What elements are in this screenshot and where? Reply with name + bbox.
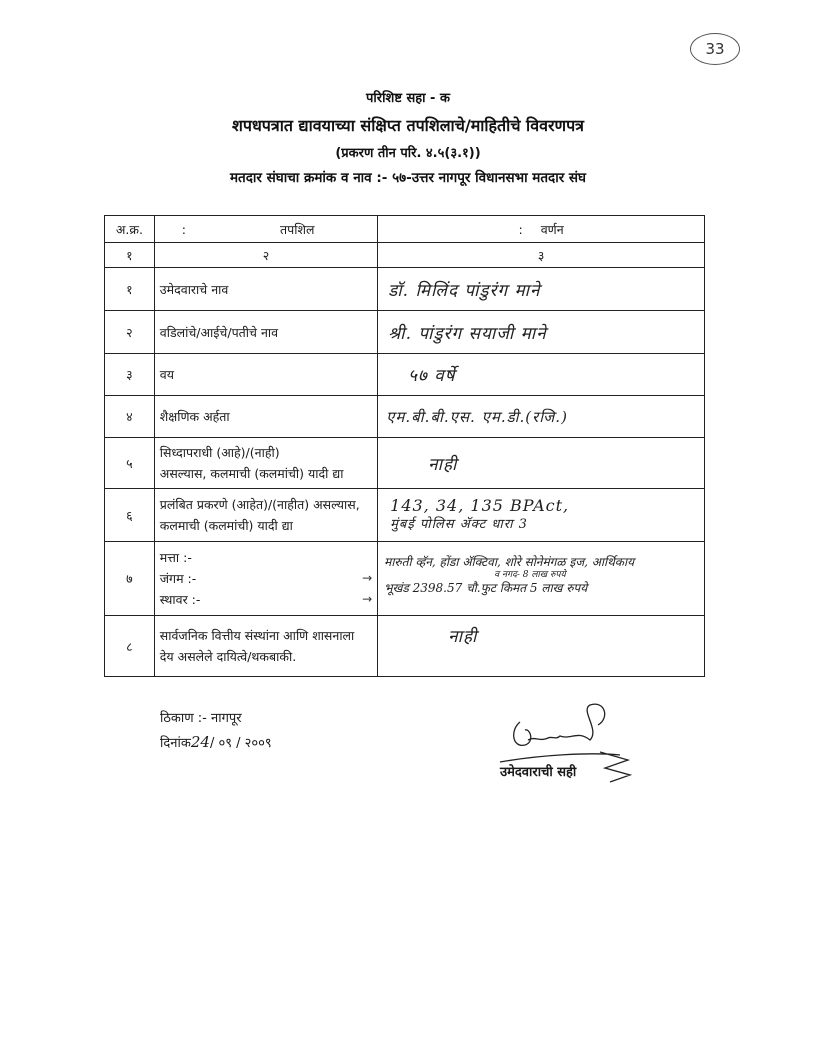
col-number-2: २ [154, 243, 377, 268]
table-row [105, 396, 705, 438]
row-sr: ६ [105, 489, 155, 542]
detail-line: जंगम :- → [160, 568, 372, 589]
row-detail [154, 489, 377, 542]
arrow-icon: → [362, 571, 373, 585]
table-row [105, 616, 705, 677]
detail-line: स्थावर :- → [160, 589, 372, 610]
header-colon-2: : [518, 221, 523, 237]
table-row [105, 542, 705, 616]
row-detail [154, 438, 377, 489]
date-day: 24 [190, 733, 210, 751]
row-detail: वय [154, 354, 377, 396]
detail-line: सिध्दापराधी (आहे)/(नाही) [159, 445, 280, 460]
document-title: शपधपत्रात द्यावयाच्या संक्षिप्त तपशिलाचे/माहितीचे विवरणपत्र [231, 116, 585, 135]
movable-assets: मारुती व्हॅन, होंडा ॲक्टिवा, शोरे सोनेमंगळ इज, आर्थिकाय [384, 555, 635, 569]
row-sr: १ [105, 268, 155, 311]
candidate-name: डॉ. मिलिंद पांडुरंग माने [378, 268, 705, 311]
constituency-heading: मतदार संघाचा क्रमांक व नाव :- ५७-उत्तर नागपूर विधानसभा मतदार संघ [229, 170, 587, 186]
appendix-heading: परिशिष्ट सहा - क [366, 91, 450, 106]
header-value-label: वर्णन [540, 221, 564, 237]
header-value [378, 216, 705, 243]
detail-line: देय असलेले दायित्वे/थकबाकी. [159, 649, 297, 664]
row-detail: शैक्षणिक अर्हता [154, 396, 377, 438]
pending-cases-line: मुंबई पोलिस ॲक्ट धारा 3 [390, 517, 528, 532]
conviction-value: नाही [378, 438, 705, 489]
assets [378, 542, 705, 616]
row-sr: ३ [105, 354, 155, 396]
row-sr: ४ [105, 396, 155, 438]
father-name: श्री. पांडुरंग सयाजी माने [378, 311, 705, 354]
place: ठिकाण :- नागपूर [160, 711, 242, 726]
arrow-icon: → [362, 592, 373, 606]
row-detail [154, 616, 377, 677]
detail-line: सार्वजनिक वित्तीय संस्थांना आणि शासनाला [159, 628, 355, 643]
education: एम.बी.बी.एस. एम.डी.(रजि.) [378, 396, 705, 438]
header-detail-label: तपशिल [279, 221, 315, 237]
detail-line: कलमाची (कलमांची) यादी द्या [159, 518, 293, 533]
pending-cases-line: 143, 34, 135 BPAct, [390, 496, 570, 515]
date-label: दिनांक [160, 736, 191, 751]
row-detail [154, 542, 377, 616]
col-number-3: ३ [378, 243, 705, 268]
table-row [105, 438, 705, 489]
signature-label: उमेदवाराची सही [500, 765, 577, 780]
row-sr: ७ [105, 542, 155, 616]
date [160, 733, 272, 751]
date-rest: / ०९ / २००९ [209, 736, 272, 751]
pending-cases [378, 489, 705, 542]
table-row [105, 268, 705, 311]
header-sr: अ.क्र. [105, 216, 155, 243]
detail-line: असल्यास, कलमाची (कलमांची) यादी द्या [159, 466, 344, 481]
detail-line: प्रलंबित प्रकरणे (आहेत)/(नाहीत) असल्यास, [159, 497, 360, 512]
row-sr: ८ [105, 616, 155, 677]
page-number: 33 [690, 33, 740, 65]
table-row [105, 311, 705, 354]
table-header-row [105, 216, 705, 243]
liabilities-value: नाही [378, 616, 705, 677]
table-row [105, 489, 705, 542]
candidate-age: ५७ वर्षे [378, 354, 705, 396]
header-colon: : [181, 221, 186, 237]
affidavit-table [104, 215, 705, 677]
cash-assets: व नगद- 8 लाख रुपये [494, 570, 566, 580]
immovable-assets: भूखंड 2398.57 चौ.फुट किमत 5 लाख रुपये [384, 581, 588, 595]
row-detail: उमेदवाराचे नाव [154, 268, 377, 311]
table-row [105, 354, 705, 396]
column-number-row [105, 243, 705, 268]
row-sr: २ [105, 311, 155, 354]
detail-line: मत्ता :- [159, 550, 192, 565]
row-detail: वडिलांचे/आईचे/पतीचे नाव [154, 311, 377, 354]
row-sr: ५ [105, 438, 155, 489]
header-detail [154, 216, 377, 243]
col-number-1: १ [105, 243, 155, 268]
chapter-reference: (प्रकरण तीन परि. ४.५(३.१)) [335, 146, 481, 161]
